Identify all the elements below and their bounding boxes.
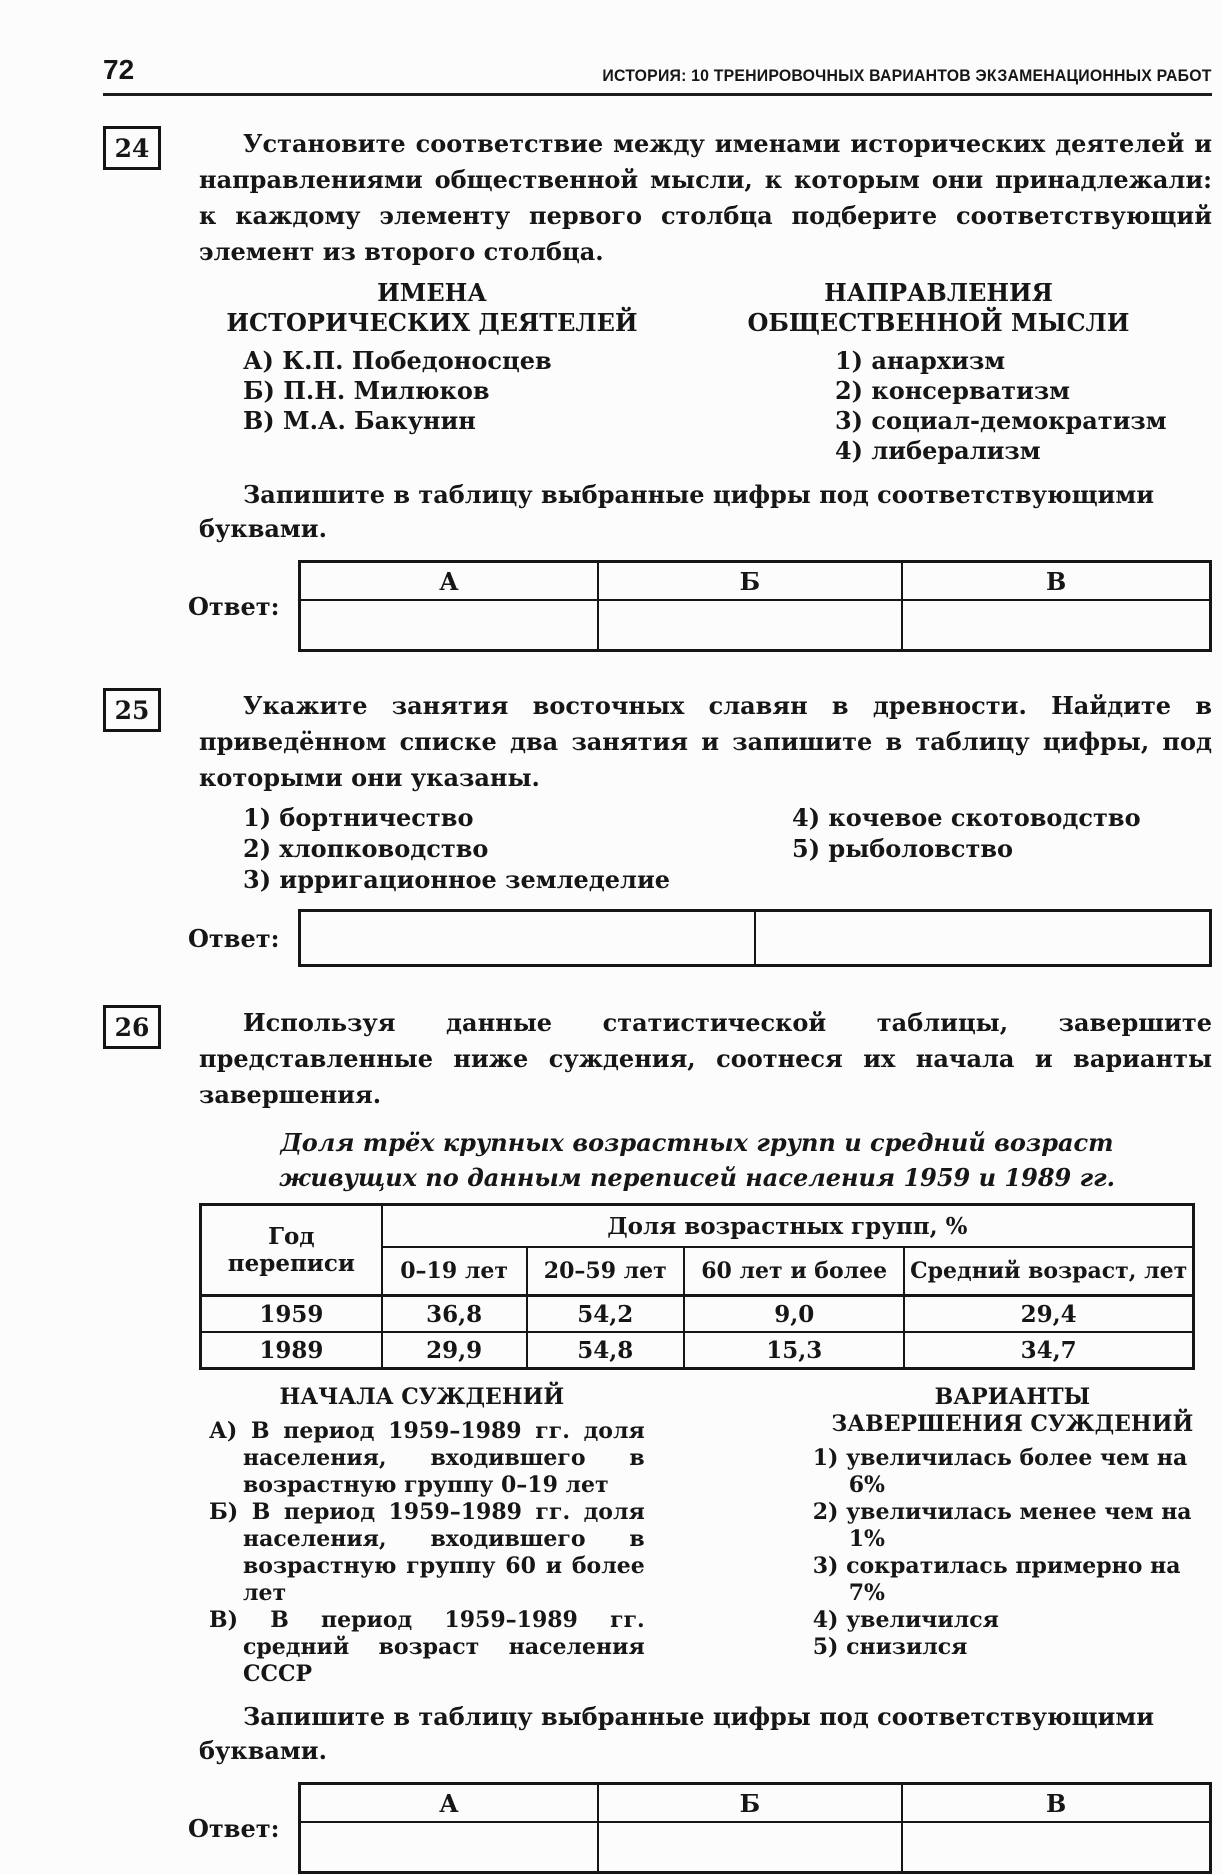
list-item-direction-1: 1) анархизм [834, 346, 1006, 375]
directions-header-line1: НАПРАВЛЕНИЯ [824, 278, 1053, 307]
stat-1989-60-plus: 15,3 [684, 1332, 904, 1369]
endings-header [813, 1384, 1212, 1438]
stat-1959-20-59: 54,2 [527, 1296, 685, 1333]
names-header-line2: ИСТОРИЧЕСКИХ ДЕЯТЕЛЕЙ [226, 308, 638, 337]
beginnings-header: НАЧАЛА СУЖДЕНИЙ [279, 1384, 565, 1410]
answer-blank-cell-a[interactable] [300, 1822, 598, 1873]
question-26-answer-table [298, 1782, 1212, 1874]
answer-label: Ответ: [188, 923, 280, 953]
answer-column-letter-v: В [902, 1784, 1210, 1823]
stat-1959-60-plus: 9,0 [684, 1296, 904, 1333]
judgment-ending-2: 2) увеличилась менее чем на 1% [812, 1499, 1192, 1552]
stat-header-average-age: Средний возраст, лет [904, 1247, 1193, 1296]
judgment-ending-3: 3) сократилась примерно на 7% [812, 1553, 1181, 1606]
stat-year-1989: 1989 [201, 1332, 382, 1369]
stat-header-0-19: 0–19 лет [382, 1247, 527, 1296]
names-column-header [199, 278, 665, 338]
statistics-table [199, 1203, 1195, 1370]
option-4: 4) кочевое скотоводство [792, 803, 1141, 832]
question-25-prompt: Укажите занятия восточных славян в древности. Найдите в приведённом списке два занятия и запишите в таблицу цифры, под которыми они указаны. [199, 691, 1212, 792]
endings-header-line1: ВАРИАНТЫ [934, 1384, 1091, 1410]
answer-blank-cell-v[interactable] [902, 1822, 1210, 1873]
directions-header-line2: ОБЩЕСТВЕННОЙ МЫСЛИ [747, 308, 1130, 337]
stat-header-60-plus: 60 лет и более [684, 1247, 904, 1296]
question-26-judgments [199, 1384, 1212, 1688]
answer-label: Ответ: [188, 1813, 280, 1843]
question-26 [103, 1005, 1212, 1874]
names-column [199, 278, 665, 466]
question-24 [103, 126, 1212, 652]
judgment-ending-4: 4) увеличился [812, 1607, 999, 1633]
option-3: 3) ирригационное земледелие [243, 865, 671, 894]
stat-1989-0-19: 29,9 [382, 1332, 527, 1369]
option-2: 2) хлопководство [243, 834, 489, 863]
stat-header-census-year: Год переписи [201, 1205, 382, 1296]
table-title-line2: живущих по данным переписей населения 1959 и 1989 гг. [279, 1163, 1115, 1192]
question-26-number-box: 26 [103, 1005, 161, 1049]
stat-1959-average: 29,4 [904, 1296, 1193, 1333]
names-header-line1: ИМЕНА [377, 278, 487, 307]
question-25 [103, 688, 1212, 967]
question-25-answer-row [188, 909, 1212, 967]
question-26-answer-row [188, 1782, 1212, 1874]
answer-column-letter-v: В [902, 562, 1210, 601]
answer-blank-cell-b[interactable] [598, 1822, 903, 1873]
directions-column-header [665, 278, 1212, 338]
endings-header-line2: ЗАВЕРШЕНИЯ СУЖДЕНИЙ [831, 1411, 1194, 1437]
answer-blank-cell-2[interactable] [755, 911, 1211, 966]
page-number: 72 [103, 54, 135, 85]
stat-1959-0-19: 36,8 [382, 1296, 527, 1333]
judgment-ending-5: 5) снизился [812, 1634, 968, 1660]
list-item-name-a: А) К.П. Победоносцев [243, 346, 552, 375]
answer-column-letter-a: А [300, 1784, 598, 1823]
answer-blank-cell-b[interactable] [598, 600, 903, 651]
judgment-beginning-v: В) В период 1959–1989 гг. средний возраст населения СССР [209, 1607, 645, 1687]
table-row-1959 [201, 1296, 1194, 1333]
answer-blank-cell-a[interactable] [300, 600, 598, 651]
page-header-title: ИСТОРИЯ: 10 ТРЕНИРОВОЧНЫХ ВАРИАНТОВ ЭКЗАМЕНАЦИОННЫХ РАБОТ [602, 66, 1212, 85]
stat-1989-average: 34,7 [904, 1332, 1193, 1369]
question-25-options [199, 802, 1212, 895]
list-item-name-b: Б) П.Н. Милюков [243, 376, 490, 405]
option-5: 5) рыболовство [792, 834, 1014, 863]
question-24-answer-table [298, 560, 1212, 652]
stat-header-20-59: 20–59 лет [527, 1247, 685, 1296]
table-row-1989 [201, 1332, 1194, 1369]
answer-column-letter-b: Б [598, 1784, 903, 1823]
judgment-beginning-a: А) В период 1959–1989 гг. доля населения, входившего в возрастную группу 0–19 лет [209, 1418, 645, 1498]
question-25-answer-box [298, 909, 1212, 967]
answer-blank-cell-1[interactable] [300, 911, 756, 966]
judgment-beginning-b: Б) В период 1959–1989 гг. доля населения, входившего в возрастную группу 60 и более лет [209, 1499, 645, 1606]
option-1: 1) бортничество [243, 803, 474, 832]
question-26-prompt: Используя данные статистической таблицы, завершите представленные ниже суждения, соотнеся их начала и варианты завершения. [199, 1008, 1212, 1109]
judgment-beginnings-column [199, 1384, 645, 1688]
list-item-direction-3: 3) социал-демократизм [834, 406, 1167, 435]
list-item-direction-4: 4) либерализм [834, 436, 1041, 465]
judgment-ending-1: 1) увеличилась более чем на 6% [812, 1445, 1188, 1498]
list-item-direction-2: 2) консерватизм [834, 376, 1071, 405]
table-title-line1: Доля трёх крупных возрастных групп и средний возраст [280, 1128, 1114, 1157]
answer-column-letter-b: Б [598, 562, 903, 601]
answer-label: Ответ: [188, 591, 280, 621]
stat-header-age-groups-share: Доля возрастных групп, % [382, 1205, 1194, 1248]
stat-year-1959: 1959 [201, 1296, 382, 1333]
question-24-matching-columns [199, 278, 1212, 466]
question-25-number-box: 25 [103, 688, 161, 732]
question-26-instruction: Запишите в таблицу выбранные цифры под соответствующими буквами. [199, 1702, 1155, 1765]
page-header [103, 56, 1212, 96]
answer-column-letter-a: А [300, 562, 598, 601]
statistics-table-title [199, 1125, 1195, 1195]
directions-column [665, 278, 1212, 466]
question-24-prompt: Установите соответствие между именами исторических деятелей и направлениями общественной мысли, к которым они принадлежали: к каждому элементу первого столбца подберите соответствующий элемент из второго столбца. [199, 129, 1212, 266]
judgment-endings-column [645, 1384, 1212, 1688]
question-24-number-box: 24 [103, 126, 161, 170]
stat-1989-20-59: 54,8 [527, 1332, 685, 1369]
answer-blank-cell-v[interactable] [902, 600, 1210, 651]
list-item-name-v: В) М.А. Бакунин [243, 406, 476, 435]
question-24-answer-row [188, 560, 1212, 652]
question-24-instruction: Запишите в таблицу выбранные цифры под соответствующими буквами. [199, 480, 1155, 543]
